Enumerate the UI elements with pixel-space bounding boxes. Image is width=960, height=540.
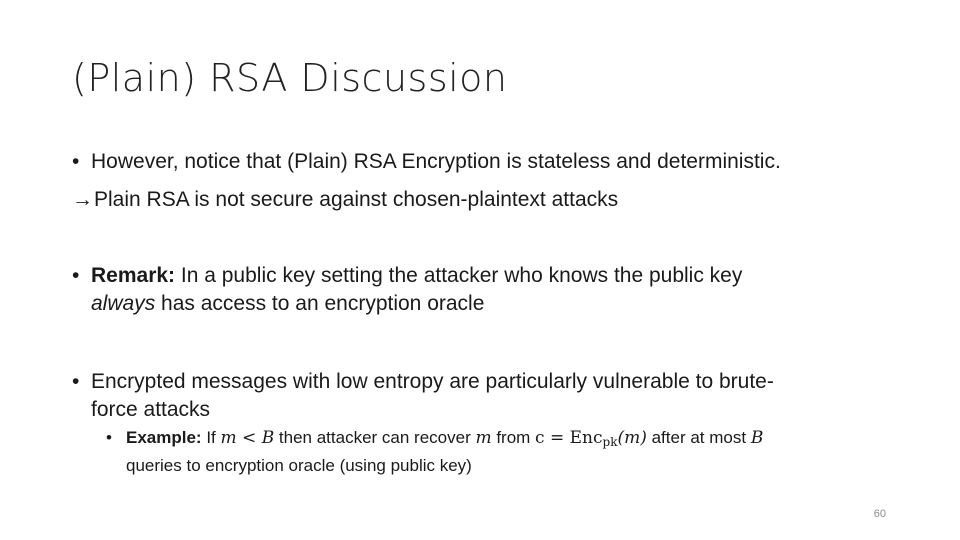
remark-text-1: In a public key setting the attacker who knows the public key — [175, 264, 743, 287]
sub-bullet-example — [106, 426, 892, 477]
math-m: m — [220, 428, 237, 448]
bullet-text: Plain RSA is not secure against chosen-plaintext attacks — [94, 188, 619, 211]
example-text — [106, 428, 763, 447]
bullet-text: However, notice that (Plain) RSA Encryption is stateless and deterministic. — [91, 150, 781, 173]
page-number: 60 — [873, 508, 886, 520]
example-fragment: from — [491, 428, 536, 447]
math-less-than: < — [236, 428, 262, 448]
bullet-text: Encrypted messages with low entropy are particularly vulnerable to brute- — [91, 370, 774, 393]
remark-label: Remark: — [91, 264, 176, 287]
slide-title: (Plain) RSA Discussion — [72, 56, 508, 100]
example-line-2: queries to encryption oracle (using public key) — [126, 456, 472, 475]
bullet-dot: • — [72, 264, 80, 287]
math-pk-subscript: pk — [602, 435, 618, 449]
math-equals: = — [544, 428, 570, 448]
math-paren-m: (m) — [617, 428, 647, 448]
math-c: c — [535, 428, 545, 448]
bullet-low-entropy-continued: force attacks — [91, 398, 211, 421]
bullet-remark — [72, 262, 892, 290]
example-label: Example: — [126, 428, 202, 447]
slide-body — [72, 142, 892, 477]
bullet-remark-continued — [72, 290, 892, 318]
example-fragment: after at most — [646, 428, 751, 447]
bullet-dot: • — [72, 370, 80, 393]
bullet-low-entropy — [72, 368, 892, 396]
remark-emphasis: always — [91, 292, 156, 315]
math-B: B — [261, 428, 275, 448]
math-B: B — [750, 428, 764, 448]
bullet-stateless — [72, 148, 892, 176]
example-fragment: then attacker can recover — [274, 428, 476, 447]
right-arrow-icon: → — [72, 188, 93, 211]
example-fragment: If — [201, 428, 221, 447]
bullet-dot: • — [72, 150, 80, 173]
bullet-text — [72, 264, 742, 287]
math-m: m — [475, 428, 492, 448]
math-enc: Enc — [569, 428, 603, 448]
remark-text-2: has access to an encryption oracle — [155, 292, 485, 315]
example-line-1 — [106, 426, 892, 454]
bullet-dot: • — [106, 428, 112, 447]
bullet-not-secure — [72, 186, 892, 214]
